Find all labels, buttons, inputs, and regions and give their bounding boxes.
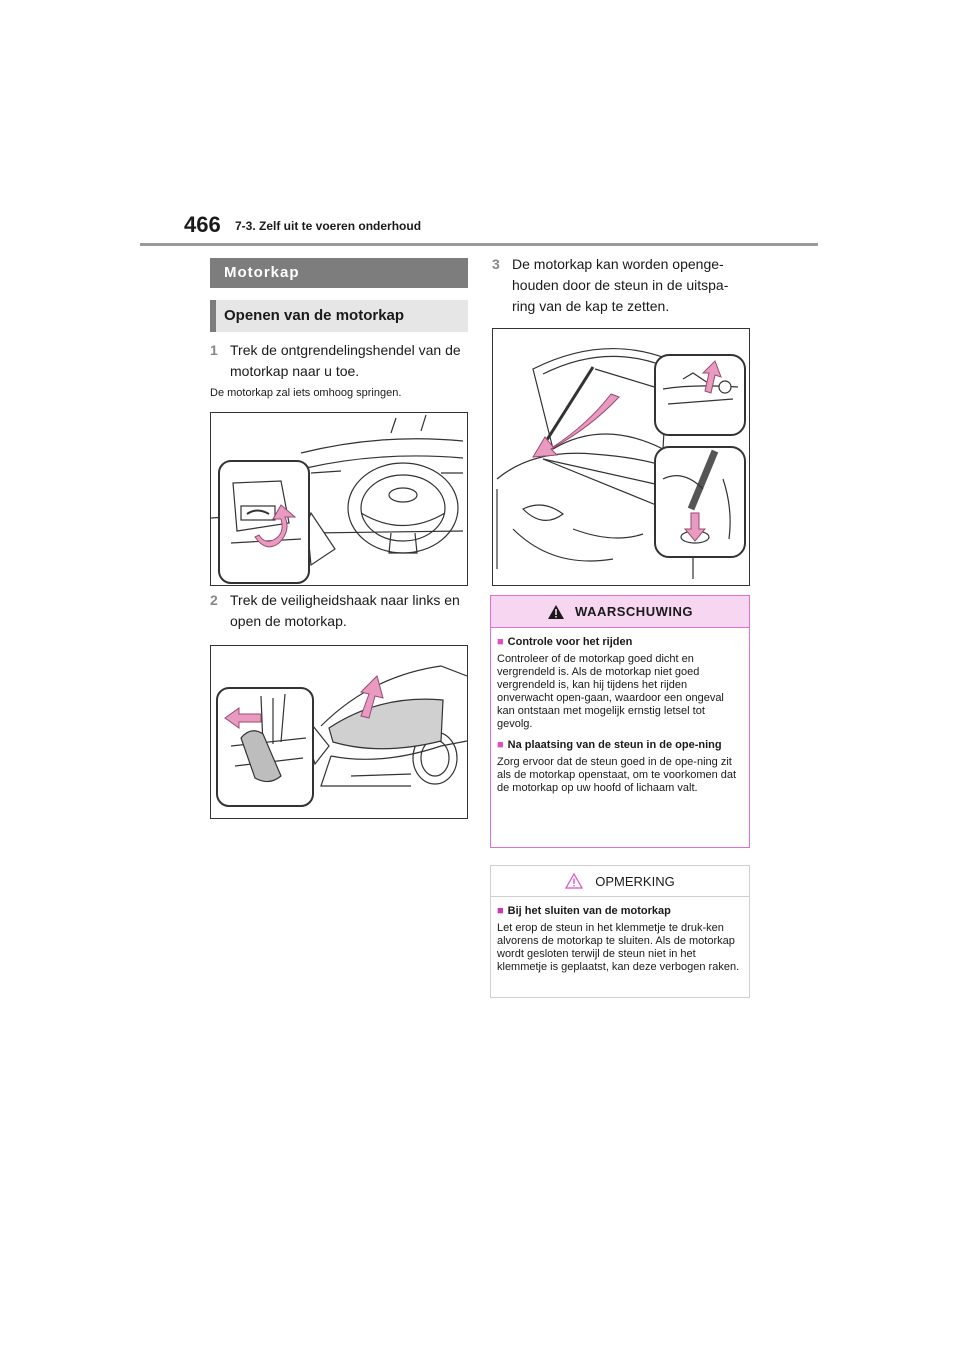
warning-item-heading: ■ Controle voor het rijden [497,636,633,648]
step-text: Trek de veiligheidshaak naar links en open de motorkap. [230,592,460,629]
square-bullet-icon: ■ [497,905,504,917]
step-1 [210,340,468,382]
square-bullet-icon: ■ [497,739,504,751]
step-1-note: De motorkap zal iets omhoog springen. [210,387,402,399]
warning-triangle-icon [547,604,565,620]
square-bullet-icon: ■ [497,636,504,648]
figure-support-rod [492,328,750,586]
step-text: De motorkap kan worden openge-houden door de steun in de uitspa-ring van de kap te zetten. [512,256,729,314]
figure-release-lever [210,412,468,586]
page-number: 466 [184,212,221,237]
header-divider [140,243,818,246]
step-number: 2 [210,592,218,608]
warning-title: WAARSCHUWING [575,604,693,619]
notice-body [491,897,749,974]
warning-header [491,596,749,628]
notice-item-text: Let erop de steun in het klemmetje te druk-ken alvorens de motorkap te sluiten. Als de motorkap wordt gesloten terwijl de steun niet in het klemmetje is geplaatst, kan deze verbogen raken. [497,922,740,973]
step-number: 1 [210,342,218,358]
warning-item-text: Controleer of de motorkap goed dicht en vergrendeld is. Als de motorkap niet goed vergrendeld is, kan hij tijdens het rijden onverwacht open-gaan, waardoor een ongeval kan ontstaan met mogelijk ernstig letsel tot gevolg. [497,653,724,730]
figure-safety-catch [210,645,468,819]
notice-item-heading: ■ Bij het sluiten van de motorkap [497,905,671,917]
step-text: Trek de ontgrendelingshendel van de motorkap naar u toe. [230,342,461,379]
subsection-title: Openen van de motorkap [210,300,468,332]
warning-body [491,628,749,795]
step-3 [492,254,750,317]
step-number: 3 [492,256,500,272]
notice-header [491,866,749,897]
chapter-title: 7-3. Zelf uit te voeren onderhoud [235,219,422,233]
warning-box [490,595,750,848]
notice-triangle-icon [565,873,583,889]
section-title: Motorkap [210,258,468,288]
warning-item-heading: ■ Na plaatsing van de steun in de ope-ning [497,739,722,751]
warning-item-text: Zorg ervoor dat de steun goed in de ope-ning zit als de motorkap openstaat, om te voorkomen dat de motorkap op uw hoofd of lichaam valt. [497,756,737,794]
step-2 [210,590,468,632]
notice-title: OPMERKING [595,873,675,889]
notice-box [490,865,750,998]
